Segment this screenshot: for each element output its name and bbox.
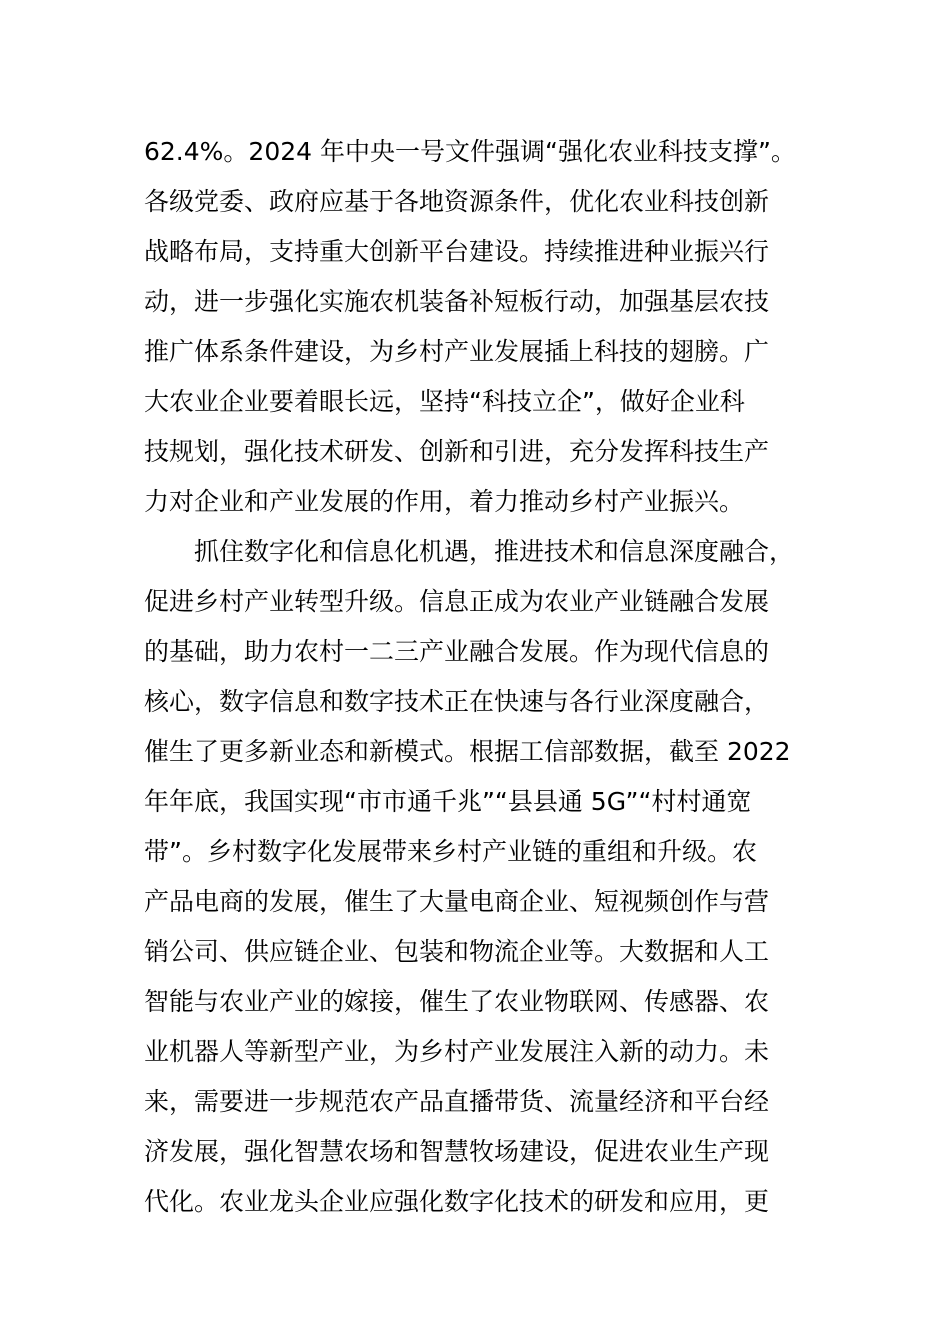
text-line: 智能与农业产业的嫁接，催生了农业物联网、传感器、农 (144, 987, 770, 1016)
text-line: 带”。乡村数字化发展带来乡村产业链的重组和升级。农 (144, 837, 757, 866)
text-line: 动，进一步强化实施农机装备补短板行动，加强基层农技 (144, 287, 770, 316)
text-line: 促进乡村产业转型升级。信息正成为农业产业链融合发展 (144, 587, 770, 616)
text-line: 济发展，强化智慧农场和智慧牧场建设，促进农业生产现 (144, 1137, 770, 1166)
body-text (144, 127, 824, 1227)
text-line: 大农业企业要着眼长远，坚持“科技立企”，做好企业科 (144, 387, 745, 416)
text-line: 62.4%。2024 年中央一号文件强调“强化农业科技支撑”。 (144, 137, 796, 166)
paragraph-first-line: 抓住数字化和信息化机遇，推进技术和信息深度融合， (194, 537, 795, 566)
text-line: 业机器人等新型产业，为乡村产业发展注入新的动力。未 (144, 1037, 770, 1066)
text-line: 推广体系条件建设，为乡村产业发展插上科技的翅膀。广 (144, 337, 770, 366)
text-line: 各级党委、政府应基于各地资源条件，优化农业科技创新 (144, 187, 770, 216)
text-line: 催生了更多新业态和新模式。根据工信部数据，截至 2022 (144, 737, 791, 766)
text-line: 技规划，强化技术研发、创新和引进，充分发挥科技生产 (144, 437, 770, 466)
text-line: 产品电商的发展，催生了大量电商企业、短视频创作与营 (144, 887, 770, 916)
text-line: 年年底，我国实现“市市通千兆”“县县通 5G”“村村通宽 (144, 787, 752, 816)
text-line: 来，需要进一步规范农产品直播带货、流量经济和平台经 (144, 1087, 770, 1116)
text-line: 销公司、供应链企业、包装和物流企业等。大数据和人工 (144, 937, 770, 966)
text-line: 力对企业和产业发展的作用，着力推动乡村产业振兴。 (144, 487, 745, 516)
text-line: 核心，数字信息和数字技术正在快速与各行业深度融合， (144, 687, 770, 716)
text-line: 的基础，助力农村一二三产业融合发展。作为现代信息的 (144, 637, 770, 666)
text-line: 代化。农业龙头企业应强化数字化技术的研发和应用，更 (144, 1187, 770, 1216)
text-line: 战略布局，支持重大创新平台建设。持续推进种业振兴行 (144, 237, 770, 266)
